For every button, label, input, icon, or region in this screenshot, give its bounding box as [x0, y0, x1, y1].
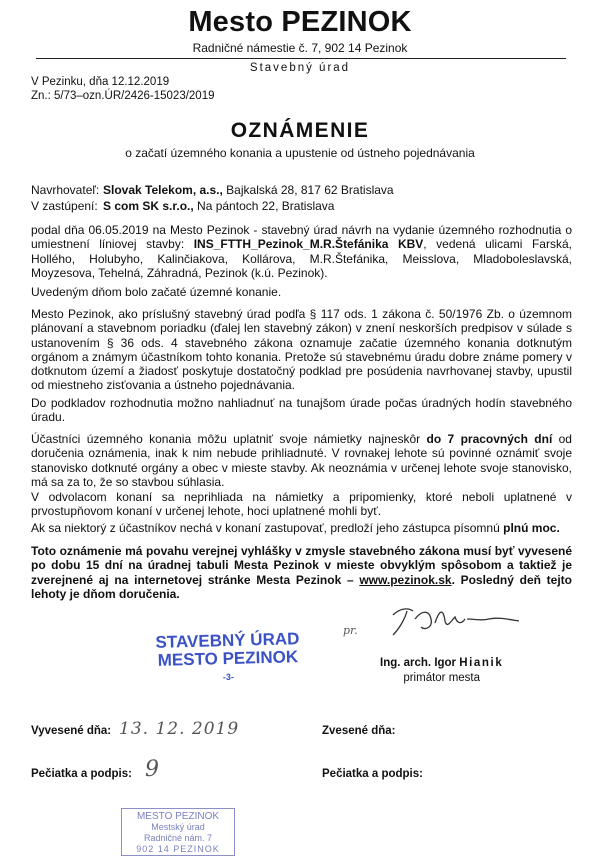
p7-text-a: Ak sa niektorý z účastníkov nechá v konaní zastupovať, predloží jeho zástupca písomnú [31, 521, 504, 535]
office-stamp [155, 630, 300, 688]
representative-label: V zastúpení: [31, 199, 98, 213]
representative-address: Na pántoch 22, Bratislava [193, 199, 335, 213]
stamp-signature-label-left: Pečiatka a podpis: [31, 768, 132, 780]
paragraph-objections [31, 432, 572, 489]
signer-role: primátor mesta [403, 672, 481, 684]
p5-text-c: od doručenia oznámenia, inak k nim nebude prihliadnuté. V rovnakej lehote sú povinné oznámiť svoje stanovisko dotknuté orgány a obec v mieste stavby. Ak neoznámia v určenej lehote svoje stanovisko, má sa za to, že so stavbou súhlasia. [31, 432, 572, 489]
round-stamp-line-1: MESTO PEZINOK [136, 811, 220, 822]
municipal-round-stamp [121, 808, 235, 856]
paragraph-representation [31, 521, 572, 535]
objection-deadline: do 7 pracovných dní [426, 432, 553, 446]
p1-text-a: podal dňa 06.05.2019 na Mesto Pezinok - stavebný úrad návrh na vydanie územného rozhodnutia o umiestnení líniovej stavby: [31, 223, 572, 252]
posted-label: Vyvesené dňa: [31, 725, 112, 737]
notice-heading: OZNÁMENIE [230, 119, 370, 142]
round-stamp-line-4: 902 14 PEZINOK [136, 844, 220, 854]
paragraph-appeal: V odvolacom konaní sa neprihliada na námietky a pripomienky, ktoré neboli uplatnené v prvostupňovom konaní v určenej lehote, hoci uplatnené mohli byť. [31, 490, 572, 519]
website-link[interactable]: www.pezinok.sk [359, 572, 452, 587]
p8-text-a: Toto oznámenie má povahu verejnej vyhlášky v zmysle stavebného zákona musí byť vyvesené po dobu 15 dní na úradnej tabuli Mesta Pezinok v mieste obvyklým spôsobom a taktiež je zverejnené aj na internetovej stránke Mesta Pezinok – [31, 544, 572, 587]
signature-prefix: pr. [343, 624, 358, 637]
applicant-address: Bajkalská 28, 817 62 Bratislava [222, 183, 394, 197]
paragraph-documents: Do podkladov rozhodnutia možno nahliadnuť na tunajšom úrade počas úradných hodín stavebného úradu. [31, 396, 572, 425]
signer-name: Ing. arch. Igor Hianik [380, 657, 504, 669]
p1-text-c: , vedená ulicami Farská, Hollého, Holubyho, Kalinčiakova, Kollárova, M.R.Štefánika, Meisslova, Mladoboleslavská, Moyzesova, Tehelná, Záhradná, Pezinok (k.ú. Pezinok). [31, 237, 572, 280]
round-stamp-line-2: Mestský úrad [151, 822, 205, 832]
applicant-line [31, 183, 571, 198]
paragraph-started: Uvedeným dňom bolo začaté územné konanie. [31, 285, 282, 299]
round-stamp-line-3: Radničné nám. 7 [143, 833, 213, 843]
project-name: INS_FTTH_Pezinok_M.R.Štefánika KBV [193, 237, 424, 252]
stamp-signature-label-right: Pečiatka a podpis: [322, 768, 423, 780]
p8-text-b: . Posledný deň tejto lehoty je dňom doručenia. [31, 572, 572, 601]
handwritten-signature [385, 597, 525, 642]
paragraph-legal-basis: Mesto Pezinok, ako príslušný stavebný úrad podľa § 117 ods. 1 zákona č. 50/1976 Zb. o územnom plánovaní a stavebnom poriadku (ďalej len stavebný zákon) v znení neskorších predpisov v súlade s ustanovením § 36 ods. 4 stavebného zákona oznamuje začatie územného konania dotknutým orgánom a známym účastníkom tohto konania. Pretože sú stavebnému úradu dobre známe pomery v dotknutom území a žiadosť poskytuje dostatočný podklad pre posúdenia navrhovanej stavby, upustil od miestneho zisťovania a ústneho pojednávania. [31, 307, 572, 393]
p5-text-a: Účastníci územného konania môžu uplatniť svoje námietky najneskôr [31, 432, 427, 446]
place-date: V Pezinku, dňa 12.12.2019 [31, 76, 170, 88]
signer-block [380, 656, 503, 686]
initial-handwritten: 9 [145, 757, 159, 782]
removed-label: Zvesené dňa: [322, 725, 396, 737]
posted-date-handwritten: 13. 12. 2019 [119, 719, 240, 739]
notice-subheading: o začatí územného konania a upustenie od ústneho pojednávania [125, 146, 475, 160]
city-title: Mesto PEZINOK [188, 6, 412, 38]
stamp-line-1: STAVEBNÝ ÚRAD [155, 629, 300, 652]
representative-line [31, 199, 571, 214]
stamp-line-2: MESTO PEZINOK [157, 647, 299, 670]
city-address: Radničné námestie č. 7, 902 14 Pezinok [192, 41, 408, 55]
header-divider [36, 58, 566, 59]
reference-number: Zn.: 5/73–ozn.ÚR/2426-15023/2019 [31, 90, 215, 102]
applicant-name: Slovak Telekom, a.s., [103, 183, 223, 197]
paragraph-public-notice [31, 544, 572, 601]
paragraph-application [31, 223, 572, 280]
power-of-attorney: plnú moc. [503, 521, 560, 535]
representative-name: S com SK s.r.o., [103, 199, 194, 213]
stamp-number: -3- [222, 671, 235, 683]
department-name: Stavebný úrad [249, 62, 351, 74]
applicant-label: Navrhovateľ: [31, 183, 100, 197]
